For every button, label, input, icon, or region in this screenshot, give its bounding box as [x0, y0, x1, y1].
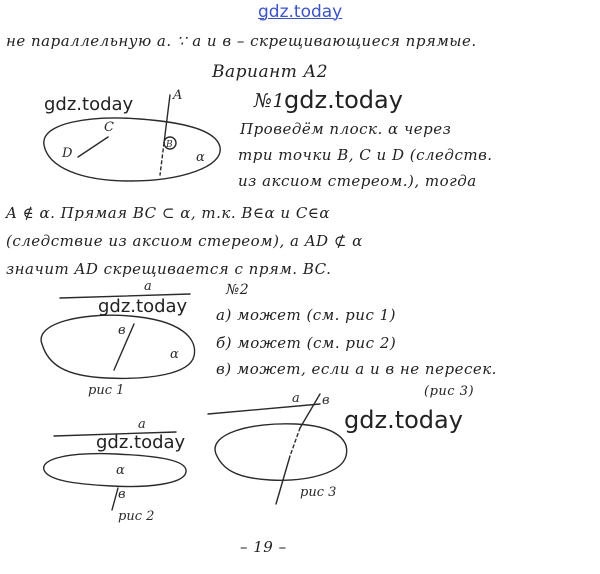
- watermark-left-middle: gdz.today: [98, 296, 188, 317]
- problem-1-line-1: Проведём плоск. α через: [240, 120, 452, 138]
- fig3-plane-outline: [215, 424, 347, 480]
- fig2-label-b: в: [118, 487, 126, 502]
- segment-dc: [78, 137, 108, 157]
- variant-heading: Вариант А2: [212, 62, 329, 82]
- label-alpha: α: [196, 150, 205, 165]
- fig3-line-a: [208, 404, 320, 414]
- label-c: C: [104, 120, 114, 135]
- problem-2-number: №2: [226, 282, 250, 298]
- watermark-left-lower: gdz.today: [96, 432, 186, 453]
- problem-1-line-2: три точки В, С и D (следств.: [238, 146, 493, 164]
- line-ad-upper: [164, 95, 170, 143]
- fig1-label-alpha: α: [170, 347, 179, 362]
- figure-1: [30, 279, 210, 404]
- label-a: A: [173, 88, 183, 103]
- fig2-plane-outline: [44, 454, 186, 487]
- problem-1-line-6: значит AD скрещивается с прям. BC.: [6, 260, 332, 278]
- watermark-right-middle: gdz.today: [344, 406, 463, 434]
- figure-3: [200, 392, 390, 512]
- page-number: – 19 –: [240, 538, 287, 556]
- fig3-line-b-upper: [300, 394, 320, 428]
- watermark-left-upper: gdz.today: [44, 94, 134, 115]
- problem-1-line-5: (следствие из аксиом стереом), а AD ⊄ α: [6, 232, 363, 250]
- fig3-caption: рис 3: [300, 485, 337, 500]
- problem-1-line-4: A ∉ α. Прямая BC ⊂ α, т.к. B∈α и C∈α: [6, 204, 331, 222]
- text-line-1: не параллельную а. ∵ а и в – скрещивающиеся прямые.: [6, 32, 477, 50]
- label-b: B: [166, 140, 173, 150]
- problem-1-number: №1: [254, 90, 286, 112]
- label-d: D: [62, 146, 73, 161]
- fig3-label-a: a: [292, 391, 300, 406]
- fig2-label-alpha: α: [116, 463, 125, 478]
- answer-c: в) может, если а и в не пересек.: [216, 360, 497, 378]
- answer-c-reference: (рис 3): [424, 384, 475, 399]
- watermark-center-upper: gdz.today: [284, 86, 403, 114]
- fig2-caption: рис 2: [118, 509, 155, 524]
- fig3-label-b: в: [322, 393, 330, 408]
- fig1-label-b: в: [118, 323, 126, 338]
- fig1-label-a: a: [144, 279, 152, 294]
- figure-2: [36, 418, 196, 528]
- answer-a: а) может (см. рис 1): [216, 306, 397, 324]
- fig2-line-a: [54, 432, 176, 436]
- answer-b: б) может (см. рис 2): [216, 334, 397, 352]
- fig1-caption: рис 1: [88, 383, 125, 398]
- line-ad-lower: [160, 143, 164, 175]
- fig3-line-b-middle: [290, 428, 300, 456]
- watermark-top[interactable]: gdz.today: [258, 2, 343, 22]
- fig1-line-a: [60, 294, 190, 298]
- figure-plane-points: [30, 85, 230, 195]
- fig2-label-a: a: [138, 417, 146, 432]
- problem-1-line-3: из аксиом стереом.), тогда: [238, 172, 477, 190]
